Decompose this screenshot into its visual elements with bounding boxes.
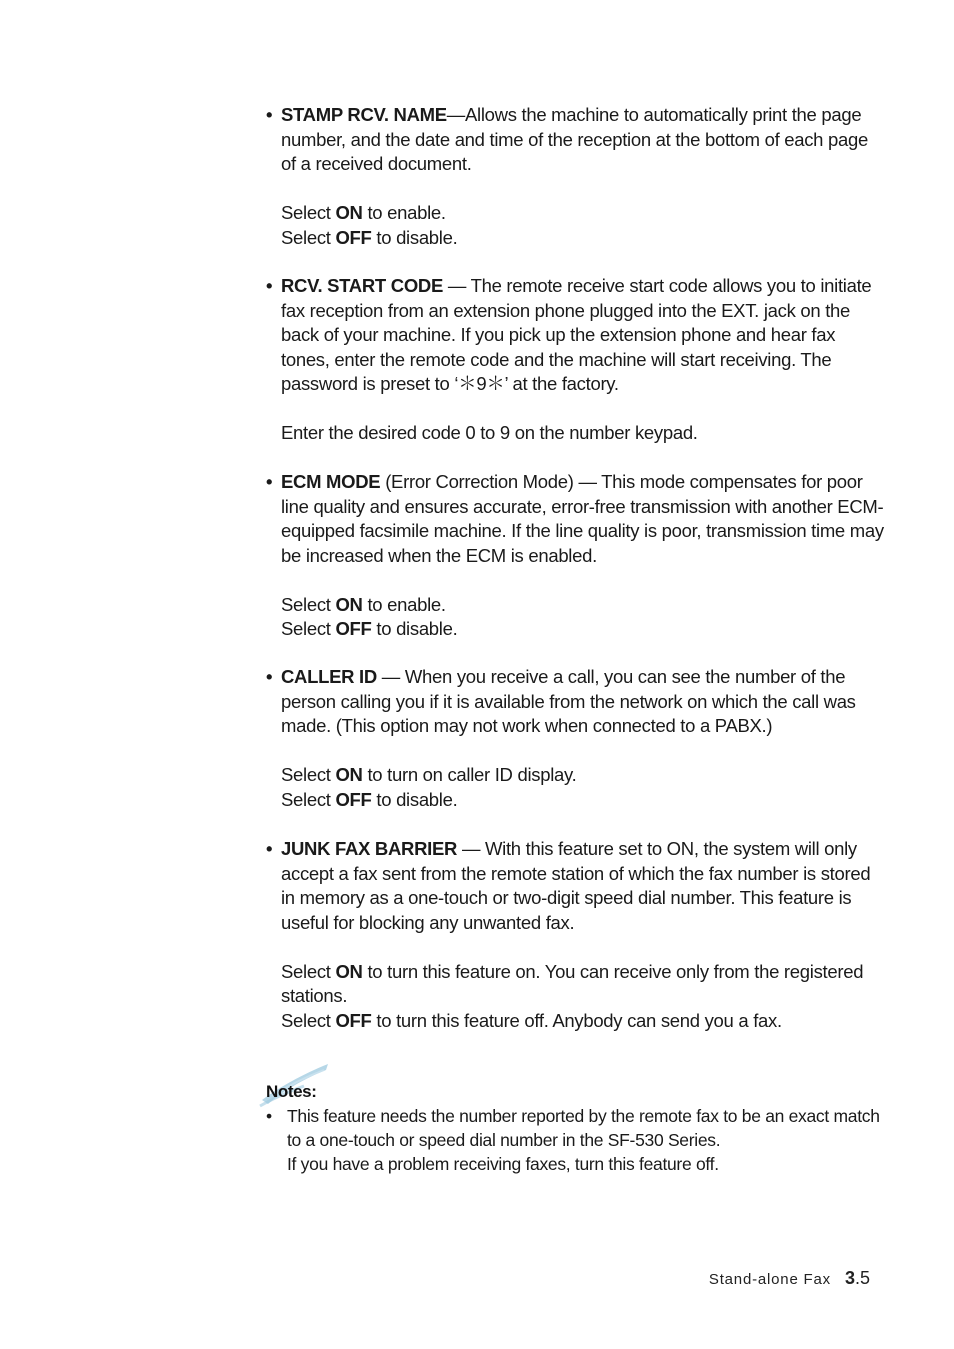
option-term: RCV. START CODE [281,275,444,296]
select-on-line: Select ON to turn this feature on. You can receive only from the registered stations. [281,960,864,1006]
select-on-line: Select ON to enable. [281,202,446,223]
instruction-line: Enter the desired code 0 to 9 on the number keypad. [281,422,698,443]
option-term: ECM MODE [281,471,381,492]
option-description: STAMP RCV. NAME—Allows the machine to automatically print the page number, and the date and time of the reception at the bottom of each page of a received document. [281,104,868,174]
option-term: CALLER ID [281,666,377,687]
notes-box [258,1060,888,1176]
select-on-line: Select ON to enable. [281,593,446,615]
section-name: Stand-alone Fax [708,1271,831,1288]
option-description: ECM MODE (Error Correction Mode) — This mode compensates for poor line quality and ensures accurate, error-free transmission with another ECM-equipped facsimile machine. If the line quality is poor, transmission time may be increased when the ECM is enabled. [281,471,884,566]
bullet: • [266,275,273,296]
bullet: • [266,838,273,859]
select-off-line: Select OFF to turn this feature off. Anybody can send you a fax. [281,1009,782,1031]
option-rcv-start-code [266,274,886,446]
option-description: JUNK FAX BARRIER — With this feature set to ON, the system will only accept a fax sent from the remote station of which the fax number is stored in memory as a one-touch or two-digit speed dial number. This feature is useful for blocking any unwanted fax. [281,838,871,933]
option-description: RCV. START CODE — The remote receive start code allows you to initiate fax reception from an extension phone plugged into the EXT. jack on the back of your machine. If you pick up the extension phone and hear fax tones, enter the remote code and the machine will start receiving. The password is preset to ‘＊9＊’ at the factory. [281,275,872,394]
notes-text: This feature needs the number reported by the remote fax to be an exact match to a one-touch or speed dial number in the SF-530 Series. [287,1106,880,1150]
select-off-line: Select OFF to disable. [281,226,458,248]
notes-header [258,1060,888,1104]
option-junk-fax-barrier [266,837,886,1033]
option-term: JUNK FAX BARRIER [281,838,458,859]
notes-text-tip: If you have a problem receiving faxes, turn this feature off. [287,1154,719,1174]
page-number: .5 [854,1268,870,1288]
option-stamp-rcv-name [266,103,886,250]
select-off-line: Select OFF to disable. [281,618,458,639]
notes-title: Notes: [266,1082,317,1101]
option-description: CALLER ID — When you receive a call, you can see the number of the person calling you if it is available from the network on which the call was made. (This option may not work when connected to a PABX.) [281,666,856,736]
option-term: STAMP RCV. NAME [281,104,447,125]
notes-item [266,1104,888,1176]
option-caller-id [266,665,886,812]
page-footer [709,1268,870,1289]
bullet: • [266,104,273,125]
bullet: • [266,666,273,687]
bullet: • [266,1106,272,1126]
option-ecm-mode [266,470,886,642]
select-on-line: Select ON to turn on caller ID display. [281,764,577,785]
chapter-number: 3 [844,1268,855,1288]
bullet: • [266,471,273,492]
select-off-line: Select OFF to disable. [281,788,458,810]
